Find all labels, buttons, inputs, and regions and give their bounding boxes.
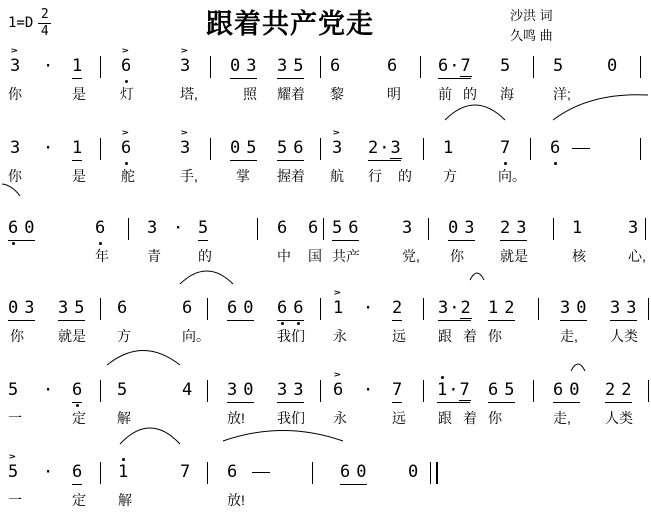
note-token [550,140,560,157]
lyric-syllable: 我们 [277,328,305,344]
note-token [308,220,318,237]
note-digit: 6 [308,218,319,238]
note-digit: 3 [332,138,343,158]
barline [207,462,208,484]
note-digit: 0 [230,138,241,158]
note-digit: · [448,380,459,400]
lyric-syllable: 黎 [330,86,344,102]
note-token [408,464,418,481]
note-token [628,220,638,237]
lyric-syllable: 你 [10,328,24,344]
lyric-syllable: 我们 [277,410,305,426]
note-digit: 3 [402,218,413,238]
note-digit: 6 [277,298,288,318]
final-barline [430,462,438,484]
note-token [392,300,402,321]
note-digit: 1 [118,462,129,482]
lyric-syllable: 核 [572,248,586,264]
note-digit: 6 [340,462,351,482]
note-digit: 6 [333,380,344,400]
note-token [402,220,412,237]
note-digit: 3 [277,380,288,400]
note-token [448,220,475,241]
barline [323,218,324,240]
note-digit: 7 [500,138,511,158]
note-token [227,382,254,403]
note-token [500,220,527,241]
note-token [227,464,237,481]
lyric-syllable: 耀着 [277,86,305,102]
lyric-syllable: 方 [117,328,131,344]
note-token [43,464,53,481]
note-digit: 3 [293,380,304,400]
lyric-syllable: 年 [95,248,109,264]
lyric-syllable: 远 [392,410,406,426]
note-digit: 3 [464,218,475,238]
lyric-syllable: 一 [8,410,22,426]
lyric-syllable: 人类 [610,328,638,344]
lyric-syllable: 着 [463,410,477,426]
note-token [72,140,82,161]
note-token [333,369,344,400]
lyric-syllable: 定 [72,410,86,426]
note-digit: 6 [550,138,561,158]
barline [100,462,101,484]
note-digit: 1 [333,298,344,318]
note-digit: · [43,56,54,76]
barline [210,138,211,160]
note-token [180,464,190,481]
note-digit: 6 [438,56,449,76]
note-token [117,300,127,317]
note-digit: 3 [390,138,401,158]
note-token [277,382,304,403]
lyric-syllable: 走, [560,328,578,344]
note-digit: 4 [182,380,193,400]
barline [533,56,534,78]
lyric-syllable: 一 [8,492,22,508]
note-digit: 3 [277,56,288,76]
note-digit: · [43,462,54,482]
lyric-syllable: 你 [8,86,22,102]
note-digit: 6 [553,380,564,400]
note-token [605,382,632,403]
note-token [438,58,471,79]
note-digit: 0 [569,380,580,400]
note-token [182,300,192,317]
barline [553,218,554,240]
note-token [8,220,35,241]
lyric-syllable: 是 [72,168,86,184]
note-digit: 6 [387,56,398,76]
note-digit [252,464,270,481]
note-token [488,382,515,403]
note-digit: 1 [488,298,499,318]
note-digit: 5 [332,218,343,238]
music-line-5 [0,369,651,452]
note-digit: 5 [504,380,515,400]
note-token [118,464,128,481]
note-token [387,58,397,75]
lyric-syllable: 向。 [182,328,210,344]
note-digit: 3 [147,218,158,238]
barline [100,56,101,78]
note-token [10,140,20,157]
lyric-syllable: 照 [243,86,257,102]
note-token [392,382,402,403]
lyric-syllable: 青 [147,248,161,264]
note-digit: 6 [293,138,304,158]
note-token [572,140,590,157]
lyric-syllable: 舵 [121,168,135,184]
lyric-syllable: 党, [402,248,420,264]
lyric-syllable: 跟 [438,328,452,344]
lyric-syllable: 跟 [438,410,452,426]
lyric-syllable: 方 [443,168,457,184]
lyric-syllable: 航 [330,168,344,184]
note-digit: 2 [500,218,511,238]
note-token [610,300,637,321]
note-digit: 6 [277,218,288,238]
note-digit: 6 [227,462,238,482]
accent-mark: > [181,45,188,56]
note-token [553,382,580,403]
note-digit: · [173,218,184,238]
note-digit: 6 [227,298,238,318]
note-token [72,382,82,403]
lyric-syllable: 中 [277,248,291,264]
lyric-syllable: 海 [500,86,514,102]
accent-mark: > [122,45,129,56]
note-digit: 3 [227,380,238,400]
lyric-syllable: 的 [463,86,477,102]
note-digit [572,140,590,157]
lyric-syllable: 放! [227,492,245,508]
note-token [72,464,82,485]
note-digit: 7 [180,462,191,482]
note-token [363,300,373,317]
lyric-syllable: 永 [333,328,347,344]
note-token [553,58,563,75]
key-signature: 1=D [8,15,34,32]
lyric-syllable: 解 [118,492,132,508]
note-token [252,464,270,481]
note-digit: 6 [72,380,83,400]
lyric-syllable: 永 [333,410,347,426]
note-token [227,300,254,321]
note-digit: 2 [392,298,403,318]
barline [320,380,321,402]
note-digit: 6 [488,380,499,400]
note-token [121,45,132,76]
barline [100,380,101,402]
barline [312,462,313,484]
lyric-syllable: 就是 [58,328,86,344]
barline [210,56,211,78]
note-digit: 3 [628,218,639,238]
note-token [333,287,344,318]
note-digit: 0 [408,462,419,482]
note-token [332,220,359,241]
accent-mark: > [334,369,341,380]
note-digit: 3 [180,56,191,76]
barline [320,298,321,320]
lyric-syllable: 手, [180,168,198,184]
barline [320,56,321,78]
note-digit: 5 [293,56,304,76]
note-digit: 5 [8,380,19,400]
note-digit: 3 [10,56,21,76]
note-digit: 0 [356,462,367,482]
note-digit: 2 [460,298,471,318]
barline [640,138,641,160]
note-digit: 3 [516,218,527,238]
note-token [8,300,35,321]
note-digit: 2 [504,298,515,318]
lyric-syllable: 解 [117,410,131,426]
note-token [277,220,287,237]
note-digit: 6 [121,138,132,158]
barline [640,56,641,78]
note-token [230,140,257,161]
note-digit: 6 [117,298,128,318]
note-digit: 3 [438,298,449,318]
lyric-syllable: 洋; [553,86,571,102]
note-token [488,300,515,321]
lyric-syllable: 向。 [498,168,526,184]
note-token [43,382,53,399]
song-title: 跟着共产党走 [206,9,374,39]
note-digit: 1 [72,138,83,158]
note-digit: 6 [95,218,106,238]
note-digit: · [363,380,374,400]
note-token [95,220,105,237]
barline [128,218,129,240]
note-digit: 6 [182,298,193,318]
note-digit: 7 [460,56,471,76]
note-digit: 0 [230,56,241,76]
note-digit: 3 [58,298,69,318]
note-token [117,382,127,399]
note-digit: 5 [198,218,209,238]
note-token [443,140,453,157]
music-line-3 [0,220,651,290]
barline [207,298,208,320]
note-digit: 3 [246,56,257,76]
note-digit: 3 [180,138,191,158]
note-digit: 7 [392,380,403,400]
note-digit: 5 [246,138,257,158]
barline [648,380,649,402]
note-digit: 5 [74,298,85,318]
note-token [500,140,510,157]
lyric-syllable: 握着 [277,168,305,184]
note-token [560,300,587,321]
note-token [8,451,19,482]
barline [648,298,649,320]
note-digit: 6 [8,218,19,238]
accent-mark: > [122,127,129,138]
barline [320,138,321,160]
note-digit: 1 [437,380,448,400]
barline [533,380,534,402]
barline [207,380,208,402]
note-token [437,382,470,403]
lyric-syllable: 塔, [180,86,198,102]
note-digit: 5 [553,56,564,76]
note-token [43,58,53,75]
note-token [500,58,510,75]
barline [530,138,531,160]
note-token [198,220,208,241]
lyric-syllable: 心, [628,248,646,264]
accent-mark: > [11,45,18,56]
lyric-syllable: 前 [438,86,452,102]
note-token [230,58,257,79]
music-line-1 [0,45,651,128]
note-token [180,127,191,158]
note-digit: 3 [560,298,571,318]
note-token [277,140,304,161]
lyric-syllable: 定 [72,492,86,508]
note-digit: 5 [500,56,511,76]
lyric-syllable: 灯 [120,86,134,102]
note-digit: 5 [117,380,128,400]
barline [423,380,424,402]
lyric-syllable: 就是 [500,248,528,264]
lyric-syllable: 你 [488,410,502,426]
note-digit: 3 [610,298,621,318]
note-token [572,220,582,237]
note-digit: 7 [459,380,470,400]
note-token [173,220,183,237]
barline [645,218,646,240]
note-digit: · [449,56,460,76]
note-digit: 6 [72,462,83,482]
note-digit: 6 [293,298,304,318]
time-denominator: 4 [40,23,49,39]
note-token [340,464,367,485]
lyric-syllable: 掌 [236,168,250,184]
note-digit: 1 [72,56,83,76]
note-digit: 0 [24,218,35,238]
note-token [330,58,340,75]
barline [538,298,539,320]
lyric-syllable: 是 [72,86,86,102]
note-digit: 3 [24,298,35,318]
lyric-syllable: 行 [368,168,382,184]
music-line-6 [0,451,651,514]
barline [423,138,424,160]
note-digit: 0 [576,298,587,318]
lyric-syllable: 的 [198,248,212,264]
note-token [72,58,82,79]
note-digit: 6 [348,218,359,238]
note-token [277,300,304,321]
lyric-syllable: 共产 [332,248,360,264]
lyric-syllable: 你 [488,328,502,344]
lyric-syllable: 的 [398,168,412,184]
lyric-syllable: 人类 [605,410,633,426]
note-token [8,382,18,399]
note-digit: 2 [621,380,632,400]
barline [100,138,101,160]
barline [420,56,421,78]
lyric-syllable: 走, [553,410,571,426]
composer: 久鸣 曲 [510,28,553,44]
music-line-4 [0,287,651,370]
lyric-syllable: 着 [463,328,477,344]
time-numerator: 2 [40,7,49,22]
note-digit: 1 [572,218,583,238]
note-token [180,45,191,76]
accent-mark: > [334,287,341,298]
music-line-2 [0,127,651,210]
note-digit: 2 [368,138,379,158]
lyric-syllable: 明 [387,86,401,102]
note-digit: · [43,380,54,400]
note-digit: 6 [330,56,341,76]
lyric-syllable: 国 [308,248,322,264]
note-token [121,127,132,158]
note-token [607,58,617,75]
note-token [10,45,21,76]
note-digit: 0 [243,298,254,318]
note-digit: 0 [607,56,618,76]
lyric-syllable: 远 [392,328,406,344]
note-digit: 0 [243,380,254,400]
barline [428,218,429,240]
note-digit: 1 [443,138,454,158]
note-digit: 5 [277,138,288,158]
note-digit: 6 [121,56,132,76]
note-digit: 2 [605,380,616,400]
note-digit: · [449,298,460,318]
note-digit: 3 [626,298,637,318]
note-token [438,300,471,321]
note-token [147,220,157,237]
lyricist: 沙洪 词 [510,8,553,23]
note-digit: · [379,138,390,158]
note-token [43,140,53,157]
note-token [277,58,304,79]
barline [100,298,101,320]
note-digit: 3 [10,138,21,158]
barline [423,298,424,320]
note-digit: · [43,138,54,158]
lyric-syllable: 你 [8,168,22,184]
note-token [363,382,373,399]
note-digit: 0 [448,218,459,238]
accent-mark: > [181,127,188,138]
note-token [368,140,401,161]
note-token [332,127,343,158]
lyric-syllable: 你 [450,248,464,264]
note-digit: 0 [8,298,19,318]
accent-mark: > [9,451,16,462]
barline [257,218,258,240]
accent-mark: > [333,127,340,138]
note-token [58,300,85,321]
note-token [182,382,192,399]
lyric-syllable: 放! [227,410,245,426]
note-digit: 5 [8,462,19,482]
note-digit: · [363,298,374,318]
